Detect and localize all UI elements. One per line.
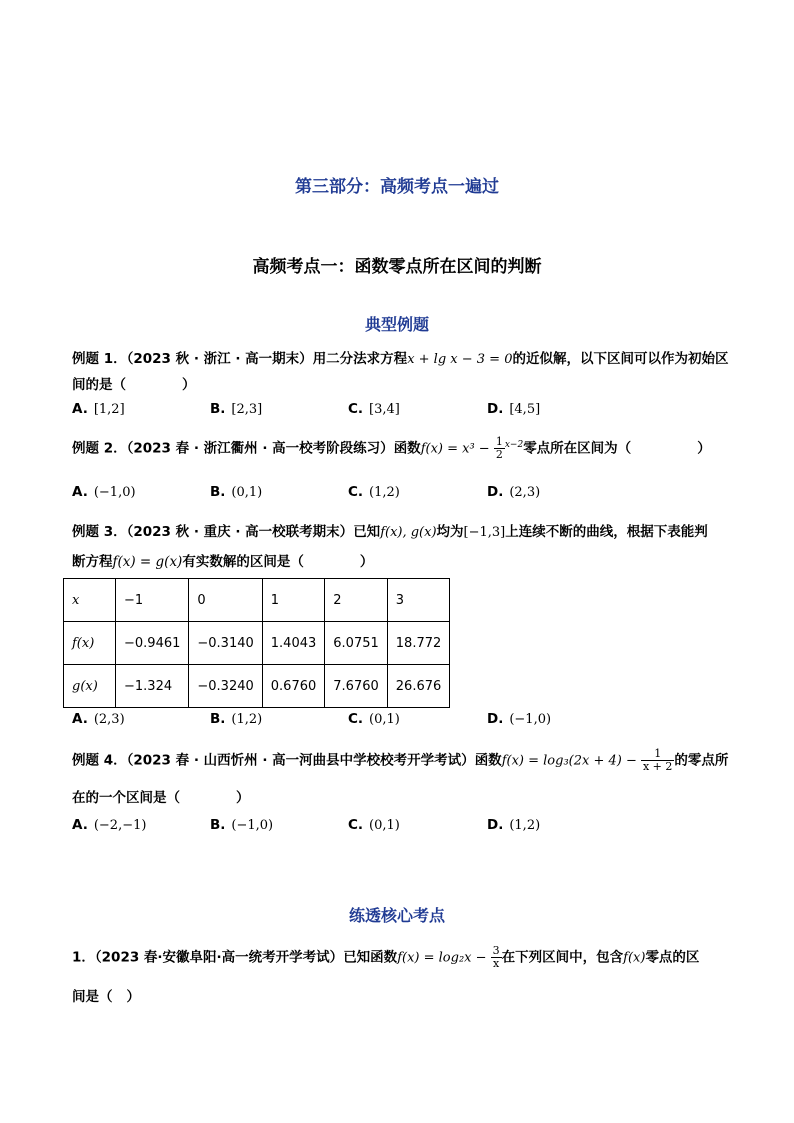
example-3-text-after: 上连续不断的曲线，根据下表能判 (505, 524, 708, 540)
table-cell: x (64, 579, 116, 622)
example-4-source: （2023 春 · 山西忻州 · 高一河曲县中学校校考开学考试） (126, 752, 475, 769)
example-3-option-a: A. (2,3) (72, 711, 125, 727)
key-point-title: 高频考点一：函数零点所在区间的判断 (252, 257, 542, 277)
example-4-option-b: B. (−1,0) (210, 817, 274, 833)
practice-1-text-after: 零点的区 (645, 949, 700, 966)
example-1-label: 例题 1． (72, 351, 127, 367)
part-title: 第三部分：高频考点一遍过 (295, 177, 499, 197)
table-cell: 7.6760 (325, 665, 388, 708)
example-3-close: ） (359, 554, 374, 570)
practice-1-source: （2023 春·安徽阜阳·高一统考开学考试） (94, 949, 344, 966)
example-2-text-after: 零点所在区间为（ (523, 440, 632, 457)
table-cell: 3 (387, 579, 450, 622)
table-cell: 18.772 (387, 622, 450, 665)
table-cell: −0.9461 (116, 622, 189, 665)
example-4-fraction: $\frac{1}{x + 2}$ (642, 747, 673, 773)
table-cell: g(x) (64, 665, 116, 708)
example-3-formula-c: f(x) = g(x) (112, 554, 183, 570)
example-1-option-a: A. [1,2] (72, 401, 125, 417)
example-1-formula: x + lg x − 3 = 0 (407, 352, 513, 367)
practice-1-text-mid: 在下列区间中，包含 (501, 949, 624, 966)
example-1-close: ） (182, 377, 196, 393)
example-3-option-c: C. (0,1) (348, 711, 400, 727)
practice-1-formula: f(x) = log₂x − (397, 950, 491, 966)
example-4-line-1 (72, 748, 728, 773)
example-1-option-c: C. [3,4] (348, 401, 400, 417)
table-cell: −1.324 (116, 665, 189, 708)
example-2-option-c: C. (1,2) (348, 484, 400, 500)
example-3-text-mid: 均为 (436, 524, 464, 540)
example-3-line-1 (72, 520, 708, 540)
table-cell: 1.4043 (262, 622, 325, 665)
example-2-option-d: D. (2,3) (487, 484, 541, 500)
example-4-option-c: C. (0,1) (348, 817, 400, 833)
example-3-formula-b: [−1,3] (463, 525, 506, 540)
example-2-option-a: A. (−1,0) (72, 484, 136, 500)
example-3-option-b: B. (1,2) (210, 711, 263, 727)
table-cell: −0.3140 (189, 622, 262, 665)
practice-1-label: 1． (72, 949, 95, 966)
example-3-source: （2023 秋 · 重庆 · 高一校联考期末） (126, 524, 354, 540)
example-1-option-b: B. [2,3] (210, 401, 263, 417)
example-2-text: 函数 (393, 440, 421, 457)
table-row (64, 579, 450, 622)
table-cell: 0.6760 (262, 665, 325, 708)
practice-1-close: ） (126, 989, 140, 1005)
section-title-practice: 练透核心考点 (348, 906, 445, 925)
example-2-option-b: B. (0,1) (210, 484, 263, 500)
example-3-line-2-text: 断方程 (72, 554, 113, 570)
table-cell: −0.3240 (189, 665, 262, 708)
example-4-line-2-text: 在的一个区间是（ (72, 790, 180, 806)
example-4-option-a: A. (−2,−1) (72, 817, 147, 833)
example-3-line-2-after: 有实数解的区间是（ (182, 554, 304, 570)
example-1-text: 用二分法求方程 (312, 351, 408, 367)
practice-1-text: 已知函数 (343, 949, 398, 966)
example-2-source: （2023 春 · 浙江衢州 · 高一校考阶段练习） (126, 440, 394, 457)
example-1-line-1 (72, 347, 728, 367)
practice-1-fraction: $\frac{3}{x}$ (492, 944, 500, 970)
example-2-exponent: x−2 (504, 440, 524, 450)
example-2-line-1 (72, 436, 711, 461)
practice-1-line-2 (72, 985, 140, 1005)
example-2-fraction: $\frac{1}{2}$ (495, 435, 503, 461)
example-3-option-d: D. (−1,0) (487, 711, 552, 727)
example-4-formula: f(x) = log₃(2x + 4) − (501, 753, 641, 769)
example-4-text-after: 的零点所 (674, 752, 729, 769)
example-1-option-d: D. [4,5] (487, 401, 541, 417)
table-row (64, 622, 450, 665)
example-1-line-2-text: 间的是（ (72, 377, 126, 393)
example-2-formula: f(x) = x³ − (420, 441, 494, 457)
table-cell: 6.0751 (325, 622, 388, 665)
example-4-line-2 (72, 786, 250, 806)
table-row (64, 665, 450, 708)
example-4-text: 函数 (474, 752, 502, 769)
example-3-label: 例题 3． (72, 524, 127, 540)
example-1-text-after: 的近似解，以下区间可以作为初始区 (512, 351, 729, 367)
example-1-line-2 (72, 373, 196, 393)
table-cell: f(x) (64, 622, 116, 665)
example-4-label: 例题 4． (72, 752, 127, 769)
example-3-formula-a: f(x), g(x) (380, 525, 437, 540)
example-3-line-2 (72, 550, 373, 570)
example-4-close: ） (236, 790, 250, 806)
practice-1-line-1 (72, 945, 699, 970)
example-2-label: 例题 2． (72, 440, 127, 457)
table-cell: 0 (189, 579, 262, 622)
practice-1-line-2-text: 间是（ (72, 989, 113, 1005)
example-3-text: 已知 (353, 524, 381, 540)
example-1-source: （2023 秋 · 浙江 · 高一期末） (126, 351, 313, 367)
table-cell: −1 (116, 579, 189, 622)
example-3-table (63, 578, 450, 708)
table-cell: 26.676 (387, 665, 450, 708)
section-title-examples: 典型例题 (364, 315, 429, 334)
table-cell: 2 (325, 579, 388, 622)
example-2-close: ） (697, 440, 711, 457)
practice-1-formula-b: f(x) (623, 950, 646, 966)
example-4-option-d: D. (1,2) (487, 817, 541, 833)
table-cell: 1 (262, 579, 325, 622)
